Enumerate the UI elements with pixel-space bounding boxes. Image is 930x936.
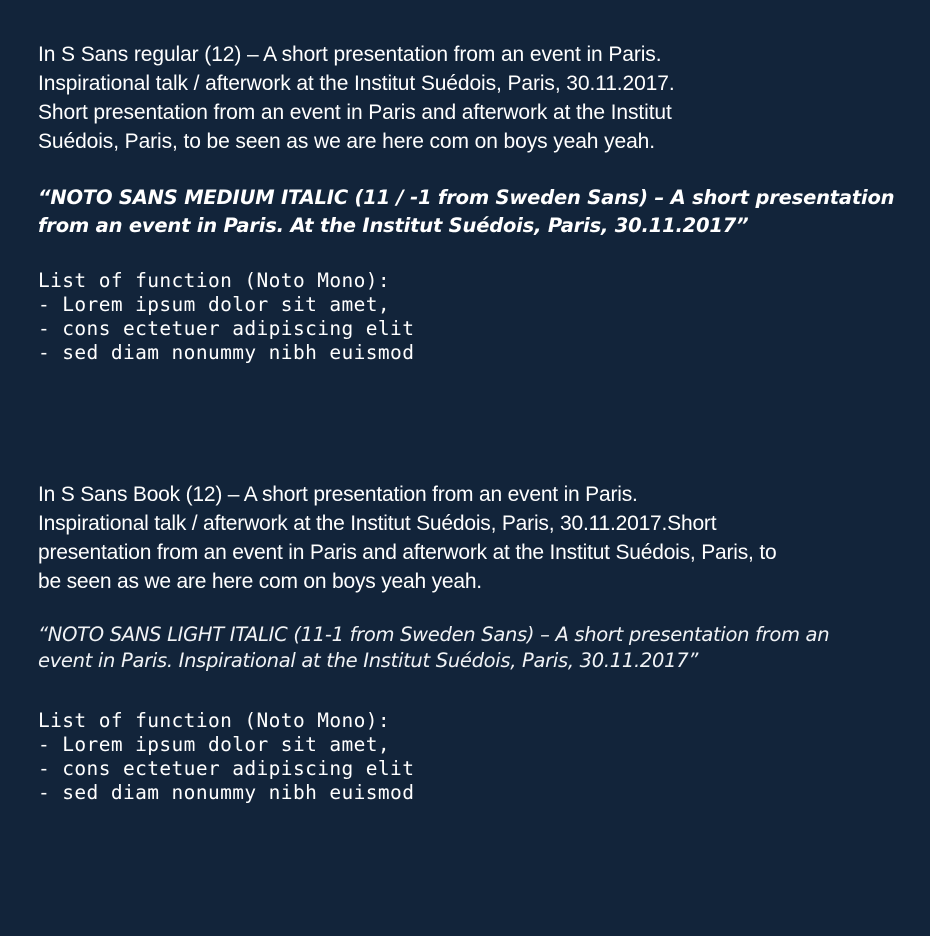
paragraph-line: Suédois, Paris, to be seen as we are here com on boys yeah yeah.	[38, 130, 655, 153]
list-item: - sed diam nonummy nibh euismod	[38, 341, 415, 364]
mono-function-list	[38, 709, 898, 805]
mono-function-list	[38, 269, 898, 365]
paragraph-line: presentation from an event in Paris and afterwork at the Institut Suédois, Paris, to	[38, 541, 777, 564]
medium-italic-quote	[38, 184, 898, 240]
quote-line: “NOTO SANS LIGHT ITALIC (11-1 from Sweden Sans) – A short presentation from an	[38, 623, 830, 646]
list-heading: List of function (Noto Mono):	[38, 709, 391, 732]
sans-regular-paragraph	[38, 40, 898, 156]
list-item: - Lorem ipsum dolor sit amet,	[38, 293, 391, 316]
list-item: - sed diam nonummy nibh euismod	[38, 781, 415, 804]
paragraph-line: In S Sans Book (12) – A short presentation from an event in Paris.	[38, 483, 638, 506]
sans-book-paragraph	[38, 480, 898, 596]
list-heading: List of function (Noto Mono):	[38, 269, 391, 292]
paragraph-line: be seen as we are here com on boys yeah yeah.	[38, 570, 482, 593]
paragraph-line: Inspirational talk / afterwork at the Institut Suédois, Paris, 30.11.2017.	[38, 72, 675, 95]
list-item: - cons ectetuer adipiscing elit	[38, 317, 415, 340]
list-item: - cons ectetuer adipiscing elit	[38, 757, 415, 780]
paragraph-line: Inspirational talk / afterwork at the Institut Suédois, Paris, 30.11.2017.Short	[38, 512, 717, 535]
paragraph-line: Short presentation from an event in Paris and afterwork at the Institut	[38, 101, 672, 124]
paragraph-line: In S Sans regular (12) – A short presentation from an event in Paris.	[38, 43, 662, 66]
quote-line: event in Paris. Inspirational at the Institut Suédois, Paris, 30.11.2017”	[38, 649, 699, 672]
list-item: - Lorem ipsum dolor sit amet,	[38, 733, 391, 756]
quote-line: “NOTO SANS MEDIUM ITALIC (11 / -1 from Sweden Sans) – A short presentation	[38, 186, 895, 209]
light-italic-quote	[38, 622, 898, 674]
quote-line: from an event in Paris. At the Institut Suédois, Paris, 30.11.2017”	[38, 214, 749, 237]
